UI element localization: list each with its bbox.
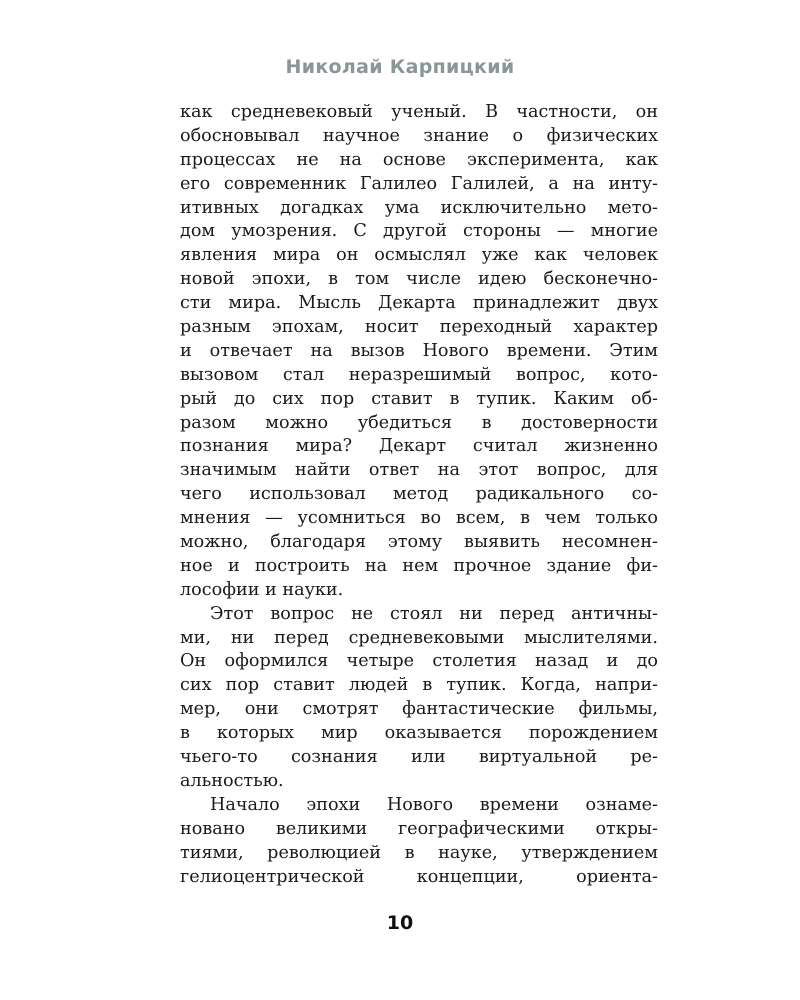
text-line: мнения — усомниться во всем, в чем только bbox=[180, 508, 658, 529]
text-line: ми, ни перед средневековыми мыслителями. bbox=[180, 627, 658, 648]
text-line: чьего-то сознания или виртуальной ре- bbox=[180, 747, 658, 768]
text-line: разным эпохам, носит переходный характер bbox=[180, 317, 658, 338]
text-line: лософии и науки. bbox=[180, 579, 344, 600]
running-header-author: Николай Карпицкий bbox=[285, 56, 515, 78]
text-line: как средневековый ученый. В частности, он bbox=[180, 102, 658, 122]
text-line: сих пор ставит людей в тупик. Когда, напри- bbox=[180, 675, 658, 696]
text-line: новой эпохи, в том числе идею бесконечно- bbox=[180, 269, 658, 290]
text-line: Этот вопрос не стоял ни перед античны- bbox=[210, 603, 658, 624]
text-line: дом умозрения. С другой стороны — многие bbox=[180, 221, 658, 242]
text-line: ное и построить на нем прочное здание фи- bbox=[180, 555, 658, 576]
text-line: обосновывал научное знание о физических bbox=[180, 125, 658, 146]
text-line: познания мира? Декарт считал жизненно bbox=[180, 436, 658, 457]
text-line: альностью. bbox=[180, 770, 284, 791]
text-line: и отвечает на вызов Нового времени. Этим bbox=[180, 340, 658, 361]
text-line: процессах не на основе эксперимента, как bbox=[180, 149, 658, 170]
body-text bbox=[180, 101, 658, 889]
text-line: разом можно убедиться в достоверности bbox=[180, 412, 658, 433]
text-line: гелиоцентрической концепции, ориента- bbox=[180, 866, 658, 887]
text-line: чего использовал метод радикального со- bbox=[180, 484, 658, 505]
text-line: сти мира. Мысль Декарта принадлежит двух bbox=[180, 293, 658, 314]
text-line: явления мира он осмыслял уже как человек bbox=[180, 245, 658, 266]
text-line: можно, благодаря этому выявить несомнен- bbox=[180, 532, 658, 553]
text-line: Он оформился четыре столетия назад и до bbox=[180, 651, 658, 672]
text-line: тиями, революцией в науке, утверждением bbox=[180, 842, 658, 863]
text-line: вызовом стал неразрешимый вопрос, кото- bbox=[180, 364, 658, 385]
page-number: 10 bbox=[386, 912, 414, 934]
text-line: в которых мир оказывается порождением bbox=[180, 723, 658, 744]
text-line: новано великими географическими откры- bbox=[180, 818, 658, 839]
text-line: значимым найти ответ на этот вопрос, для bbox=[180, 460, 658, 481]
text-line: рый до сих пор ставит в тупик. Каким об- bbox=[180, 388, 658, 409]
text-line: его современник Галилео Галилей, а на инту- bbox=[180, 173, 658, 194]
text-line: Начало эпохи Нового времени ознаме- bbox=[210, 794, 658, 815]
text-line: итивных догадках ума исключительно мето- bbox=[180, 197, 658, 218]
text-line: мер, они смотрят фантастические фильмы, bbox=[180, 699, 658, 720]
